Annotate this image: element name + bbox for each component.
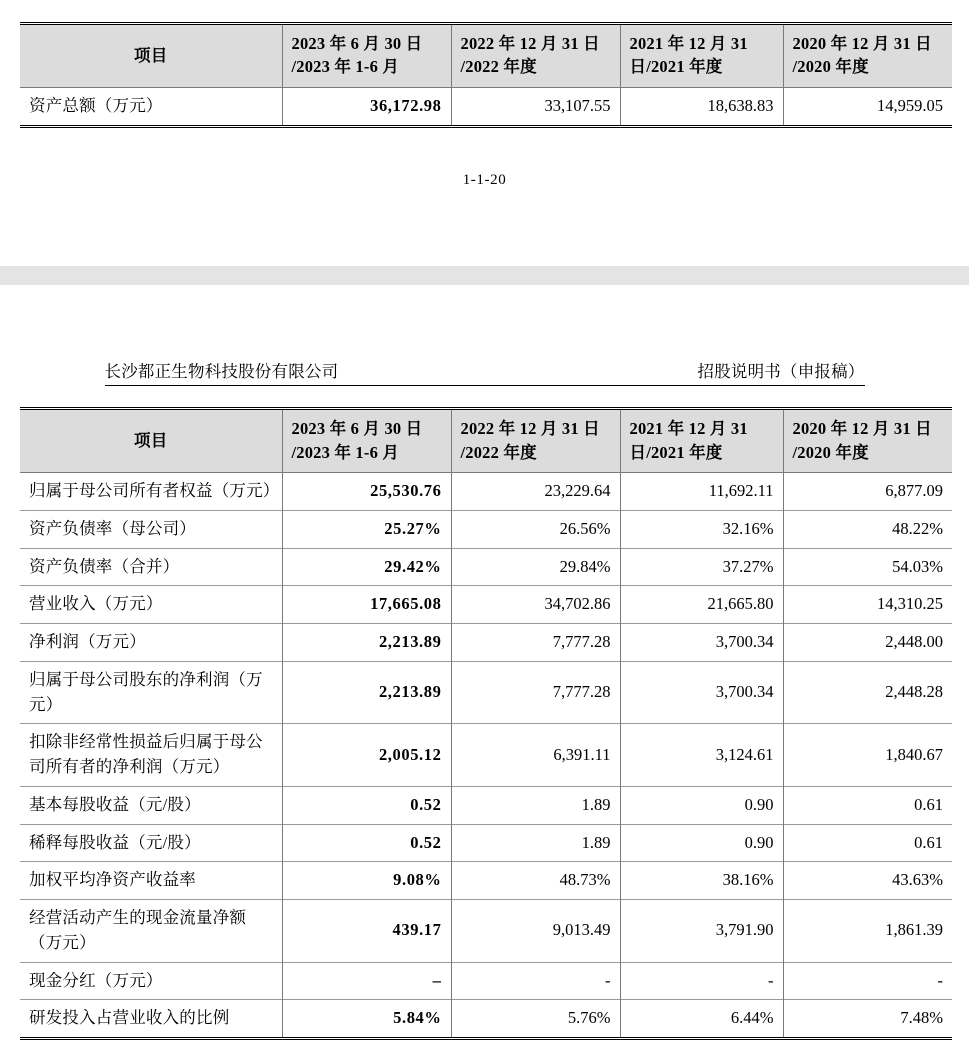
cell-2023h1: 25,530.76 xyxy=(282,473,451,511)
column-header-2022 xyxy=(451,409,620,473)
cell-2020: 1,840.67 xyxy=(783,724,952,787)
table-row xyxy=(20,900,952,963)
cell-2021: 38.16% xyxy=(620,862,783,900)
column-header-2022 xyxy=(451,24,620,88)
financial-indicators-table xyxy=(20,407,952,1040)
cell-2022: 33,107.55 xyxy=(451,87,620,126)
page-previous xyxy=(0,0,969,189)
table-top-header xyxy=(20,24,952,88)
cell-2020: 14,959.05 xyxy=(783,87,952,126)
header-line-2: /2022 年度 xyxy=(460,442,537,462)
header-line-1: 2022 年 12 月 31 日 xyxy=(460,34,600,53)
assets-summary-table xyxy=(20,22,952,128)
cell-2021: 3,700.34 xyxy=(620,661,783,724)
page-top-margin xyxy=(0,285,969,362)
cell-2022: 1.89 xyxy=(451,786,620,824)
cell-2023h1: 0.52 xyxy=(282,824,451,862)
cell-2020: 6,877.09 xyxy=(783,473,952,511)
header-line-1: 2021 年 12 月 31 xyxy=(629,34,748,53)
row-label: 资产总额（万元） xyxy=(20,87,282,126)
table-row xyxy=(20,862,952,900)
cell-2022: 29.84% xyxy=(451,548,620,586)
cell-2022: - xyxy=(451,962,620,1000)
cell-2023h1: 2,213.89 xyxy=(282,624,451,662)
column-header-2021 xyxy=(620,24,783,88)
header-line-2: /2020 年度 xyxy=(792,57,869,77)
header-line-2: 日/2021 年度 xyxy=(629,442,723,462)
header-line-2: /2020 年度 xyxy=(792,442,869,462)
table-row xyxy=(20,473,952,511)
row-label: 现金分红（万元） xyxy=(20,962,282,1000)
column-header-item: 项目 xyxy=(20,24,282,88)
cell-2023h1: 2,005.12 xyxy=(282,724,451,787)
header-doc-type: 招股说明书（申报稿） xyxy=(697,361,865,381)
cell-2022: 26.56% xyxy=(451,510,620,548)
cell-2022: 5.76% xyxy=(451,1000,620,1039)
running-header xyxy=(105,362,865,387)
header-company-name: 长沙都正生物科技股份有限公司 xyxy=(104,361,339,381)
cell-2023h1: 25.27% xyxy=(282,510,451,548)
table-row xyxy=(20,661,952,724)
cell-2023h1: 17,665.08 xyxy=(282,586,451,624)
cell-2020: 2,448.00 xyxy=(783,624,952,662)
cell-2020: - xyxy=(783,962,952,1000)
cell-2021: 3,124.61 xyxy=(620,724,783,787)
cell-2021: 21,665.80 xyxy=(620,586,783,624)
header-line-1: 2023 年 6 月 30 日 xyxy=(291,34,423,53)
cell-2021: 3,791.90 xyxy=(620,900,783,963)
page-bottom-whitespace xyxy=(0,189,969,266)
row-label: 基本每股收益（元/股） xyxy=(20,786,282,824)
table-row xyxy=(20,586,952,624)
header-line-2: /2023 年 1-6 月 xyxy=(291,442,400,462)
cell-2022: 9,013.49 xyxy=(451,900,620,963)
table-main-body xyxy=(20,473,952,1039)
cell-2021: 37.27% xyxy=(620,548,783,586)
row-label: 经营活动产生的现金流量净额（万元） xyxy=(20,900,282,963)
table-main-header xyxy=(20,409,952,473)
cell-2023h1: 36,172.98 xyxy=(282,87,451,126)
cell-2023h1: 9.08% xyxy=(282,862,451,900)
cell-2020: 7.48% xyxy=(783,1000,952,1039)
header-line-1: 2022 年 12 月 31 日 xyxy=(460,419,600,439)
cell-2020: 54.03% xyxy=(783,548,952,586)
header-line-2: 日/2021 年度 xyxy=(629,57,723,77)
cell-2021: 11,692.11 xyxy=(620,473,783,511)
table-row xyxy=(20,724,952,787)
cell-2021: 32.16% xyxy=(620,510,783,548)
column-header-2020 xyxy=(783,24,952,88)
cell-2021: 6.44% xyxy=(620,1000,783,1039)
cell-2022: 7,777.28 xyxy=(451,624,620,662)
row-label: 营业收入（万元） xyxy=(20,586,282,624)
table-main-container xyxy=(0,386,969,1040)
column-header-2023h1 xyxy=(282,24,451,88)
row-label: 研发投入占营业收入的比例 xyxy=(20,1000,282,1039)
cell-2022: 7,777.28 xyxy=(451,661,620,724)
header-line-2: /2022 年度 xyxy=(460,57,537,77)
row-label: 资产负债率（合并） xyxy=(20,548,282,586)
cell-2021: - xyxy=(620,962,783,1000)
cell-2020: 0.61 xyxy=(783,786,952,824)
page-current xyxy=(0,285,969,1040)
table-top-body xyxy=(20,87,952,126)
column-header-2020 xyxy=(783,409,952,473)
row-label: 加权平均净资产收益率 xyxy=(20,862,282,900)
table-row xyxy=(20,962,952,1000)
table-row xyxy=(20,510,952,548)
cell-2022: 34,702.86 xyxy=(451,586,620,624)
cell-2022: 6,391.11 xyxy=(451,724,620,787)
cell-2022: 23,229.64 xyxy=(451,473,620,511)
row-label: 归属于母公司股东的净利润（万元） xyxy=(20,661,282,724)
table-row xyxy=(20,548,952,586)
row-label: 稀释每股收益（元/股） xyxy=(20,824,282,862)
cell-2020: 48.22% xyxy=(783,510,952,548)
cell-2020: 2,448.28 xyxy=(783,661,952,724)
table-row xyxy=(20,87,952,126)
column-header-2023h1 xyxy=(282,409,451,473)
header-line-1: 2020 年 12 月 31 日 xyxy=(792,419,932,439)
cell-2022: 1.89 xyxy=(451,824,620,862)
cell-2021: 0.90 xyxy=(620,786,783,824)
row-label: 归属于母公司所有者权益（万元） xyxy=(20,473,282,511)
cell-2020: 14,310.25 xyxy=(783,586,952,624)
cell-2023h1: 29.42% xyxy=(282,548,451,586)
header-line-1: 2023 年 6 月 30 日 xyxy=(291,419,423,439)
row-label: 扣除非经常性损益后归属于母公司所有者的净利润（万元） xyxy=(20,724,282,787)
table-header-row xyxy=(20,24,952,88)
cell-2023h1: 2,213.89 xyxy=(282,661,451,724)
page-break-separator xyxy=(0,266,969,285)
cell-2023h1: 5.84% xyxy=(282,1000,451,1039)
cell-2020: 0.61 xyxy=(783,824,952,862)
row-label: 净利润（万元） xyxy=(20,624,282,662)
cell-2022: 48.73% xyxy=(451,862,620,900)
cell-2023h1: 439.17 xyxy=(282,900,451,963)
page-number: 1-1-20 xyxy=(462,171,507,188)
table-row xyxy=(20,624,952,662)
cell-2021: 0.90 xyxy=(620,824,783,862)
header-line-2: /2023 年 1-6 月 xyxy=(291,57,400,77)
cell-2020: 1,861.39 xyxy=(783,900,952,963)
cell-2020: 43.63% xyxy=(783,862,952,900)
row-label: 资产负债率（母公司） xyxy=(20,510,282,548)
table-top-container xyxy=(0,0,969,128)
cell-2021: 18,638.83 xyxy=(620,87,783,126)
header-line-1: 2020 年 12 月 31 日 xyxy=(792,34,932,53)
header-line-1: 2021 年 12 月 31 xyxy=(629,419,748,439)
column-header-2021 xyxy=(620,409,783,473)
table-header-row xyxy=(20,409,952,473)
column-header-item: 项目 xyxy=(20,409,282,473)
cell-2021: 3,700.34 xyxy=(620,624,783,662)
table-row xyxy=(20,786,952,824)
table-row xyxy=(20,824,952,862)
cell-2023h1: – xyxy=(282,962,451,1000)
cell-2023h1: 0.52 xyxy=(282,786,451,824)
